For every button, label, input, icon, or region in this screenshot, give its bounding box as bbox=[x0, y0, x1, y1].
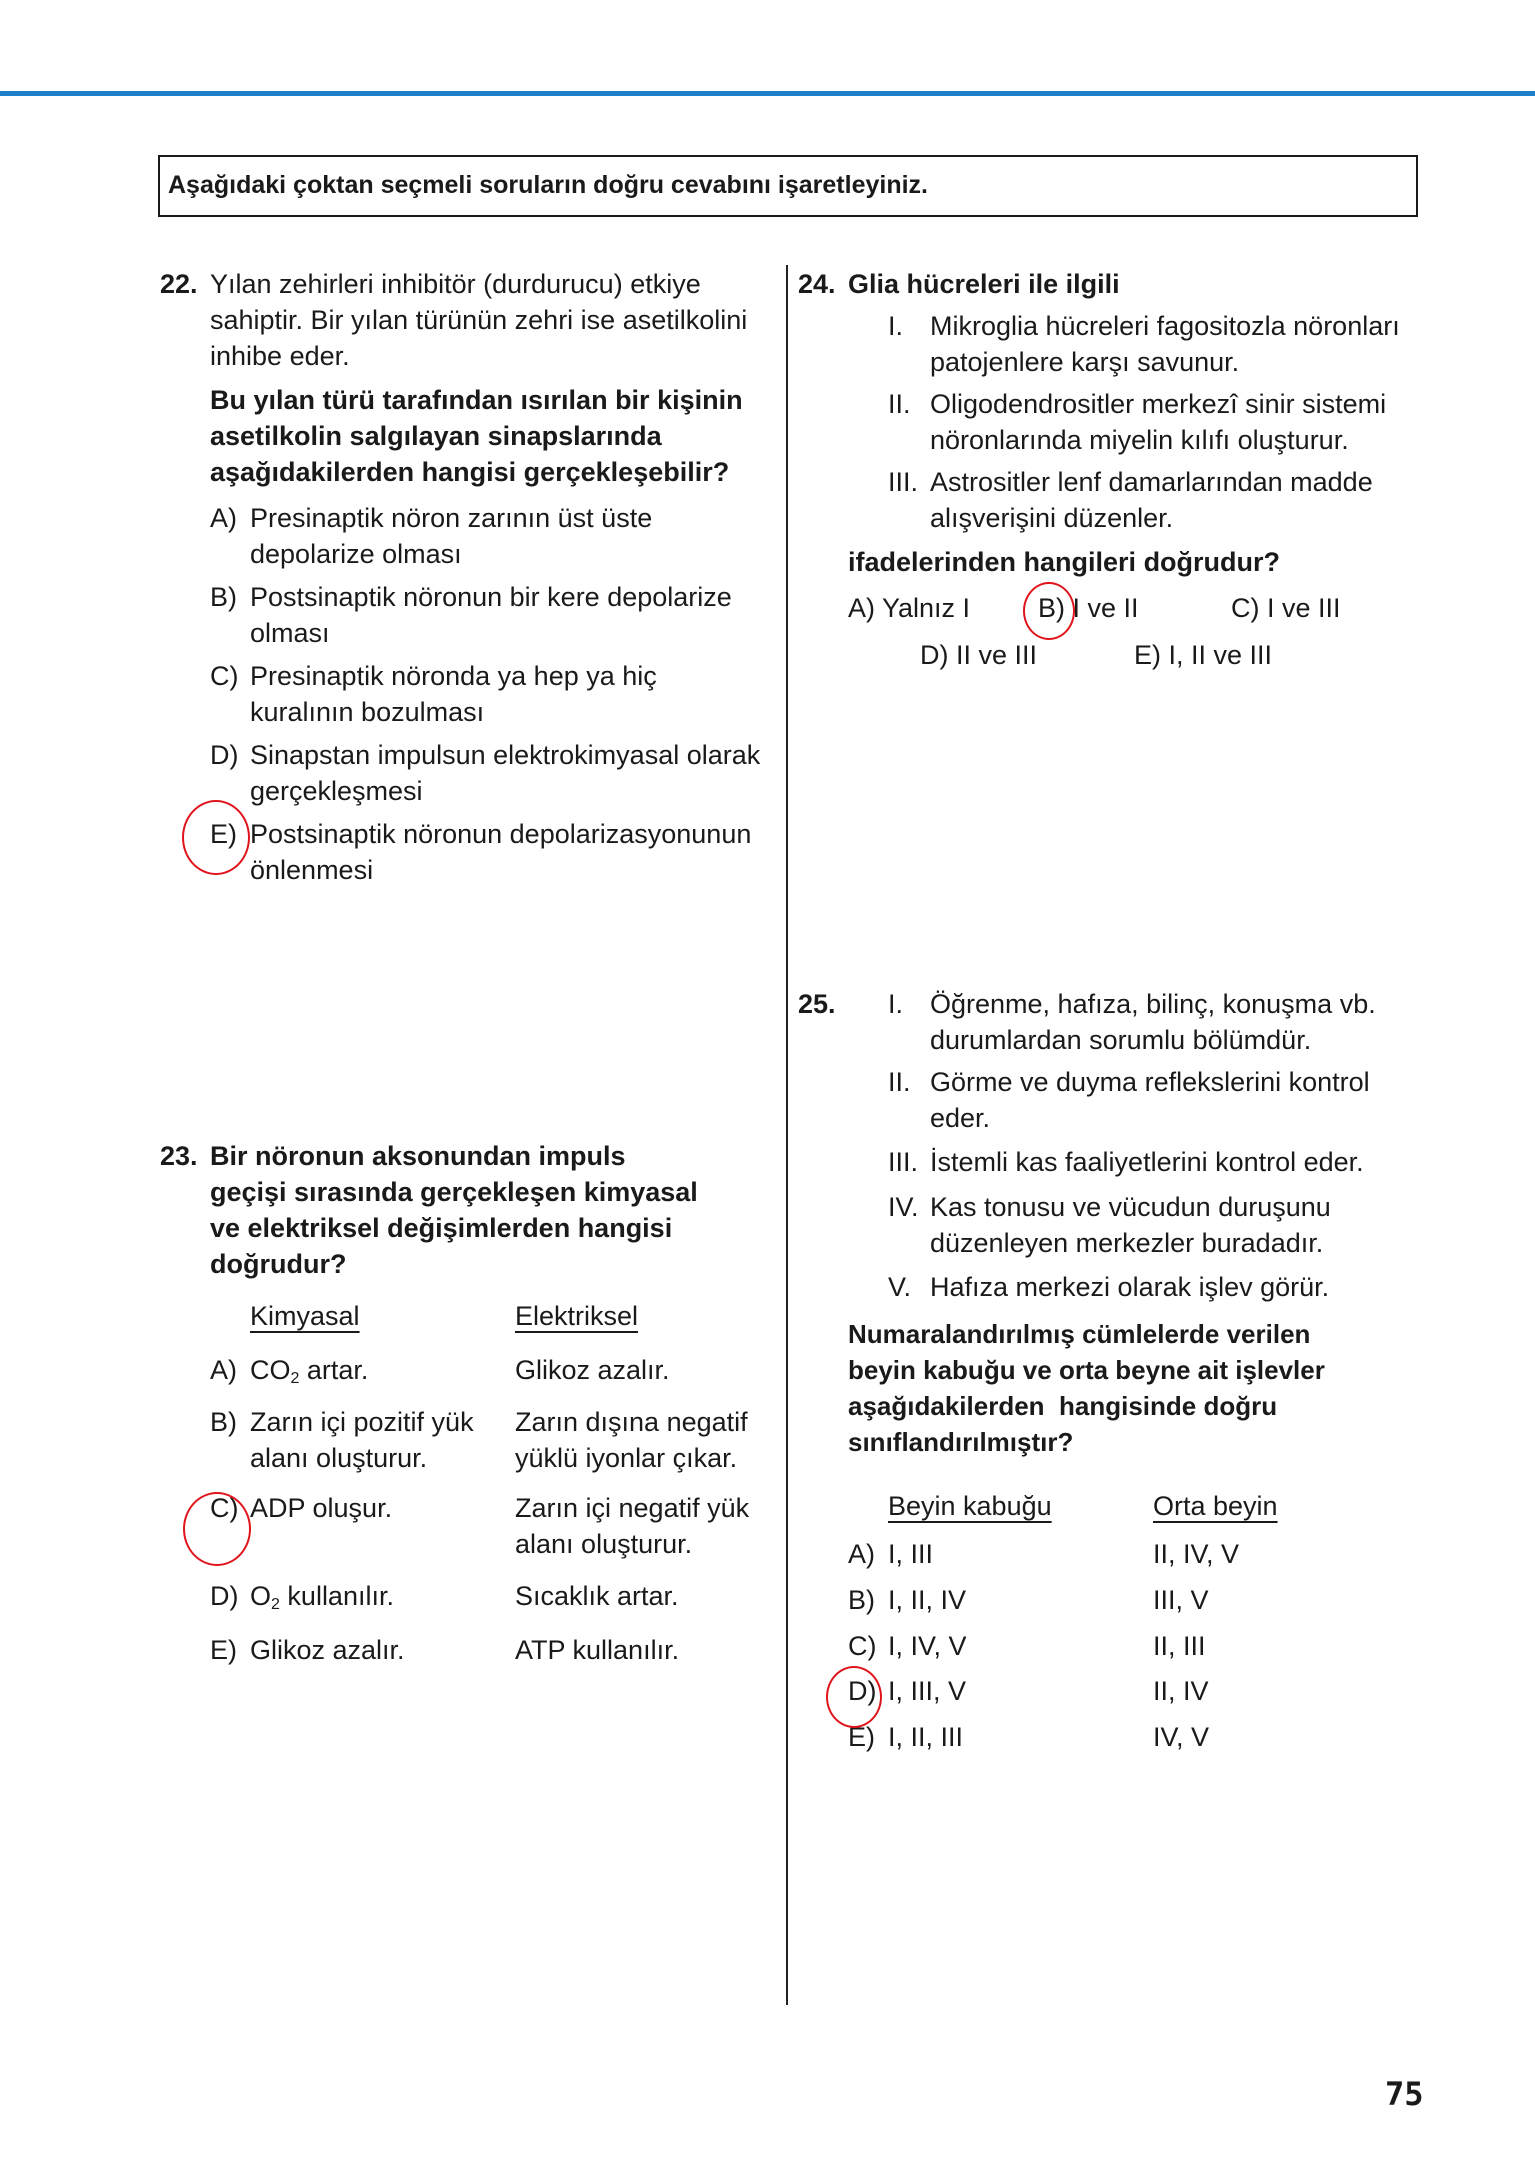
column-header-orta-beyin: Orta beyin bbox=[1153, 1491, 1278, 1521]
question-title: Glia hücreleri ile ilgili bbox=[848, 269, 1120, 299]
answer-circle-q24 bbox=[1023, 582, 1075, 640]
option-a[interactable]: A) I, III II, IV, V bbox=[848, 1539, 1240, 1569]
column-header-kimyasal: Kimyasal bbox=[250, 1301, 360, 1331]
question-prompt-line: aşağıdakilerden hangisi gerçekleşebilir? bbox=[210, 457, 730, 487]
top-blue-rule bbox=[0, 91, 1535, 96]
question-stem-line: sahiptir. Bir yılan türünün zehri ise asetilkolini bbox=[210, 305, 748, 335]
option-b[interactable]: B) Zarın içi pozitif yük alanı oluşturur. Zarın dışına negatif yüklü iyonlar çıkar. bbox=[210, 1407, 748, 1473]
question-prompt-line: sınıflandırılmıştır? bbox=[848, 1427, 1074, 1457]
page-number: 75 bbox=[1385, 2075, 1424, 2113]
question-number: 22. bbox=[160, 269, 198, 299]
option-b[interactable]: B) I, II, IV III, V bbox=[848, 1585, 1209, 1615]
option-d[interactable]: D) II ve III bbox=[920, 640, 1038, 670]
option-a[interactable]: A) $CO_2$ artar. Glikoz azalır. bbox=[210, 1355, 670, 1387]
option-d[interactable]: D) $O_2$ kullanılır. Sıcaklık artar. bbox=[210, 1581, 679, 1613]
option-c[interactable]: C) I, IV, V II, III bbox=[848, 1631, 1206, 1661]
question-prompt-line: geçişi sırasında gerçekleşen kimyasal bbox=[210, 1177, 698, 1207]
question-prompt-line: ve elektriksel değişimlerden hangisi bbox=[210, 1213, 673, 1243]
question-prompt-line: aşağıdakilerden hangisinde doğru bbox=[848, 1391, 1278, 1421]
question-prompt-line: doğrudur? bbox=[210, 1249, 347, 1279]
option-d[interactable]: D) Sinapstan impulsun elektrokimyasal olarak gerçekleşmesi bbox=[210, 740, 761, 806]
option-e[interactable]: E) I, II, III IV, V bbox=[848, 1722, 1210, 1752]
option-a[interactable]: A) Presinaptik nöron zarının üst üste depolarize olması bbox=[210, 503, 653, 569]
option-c[interactable]: C) I ve III bbox=[1231, 593, 1341, 623]
option-e[interactable]: E) Glikoz azalır. ATP kullanılır. bbox=[210, 1635, 680, 1665]
question-stem-line: inhibe eder. bbox=[210, 341, 350, 371]
question-prompt-line: asetilkolin salgılayan sinapslarında bbox=[210, 421, 662, 451]
answer-circle-q22 bbox=[182, 800, 250, 875]
answer-circle-q23 bbox=[183, 1492, 251, 1566]
question-prompt-line: Bir nöronun aksonundan impuls bbox=[210, 1141, 626, 1171]
option-c[interactable]: C) Presinaptik nöronda ya hep ya hiç kuralının bozulması bbox=[210, 661, 657, 727]
question-number: 25. bbox=[798, 989, 836, 1019]
column-header-elektriksel: Elektriksel bbox=[515, 1301, 639, 1331]
question-prompt-line: Numaralandırılmış cümlelerde verilen bbox=[848, 1319, 1311, 1349]
question-prompt-line: beyin kabuğu ve orta beyne ait işlevler bbox=[848, 1355, 1325, 1385]
question-number: 24. bbox=[798, 269, 836, 299]
question-stem-line: Yılan zehirleri inhibitör (durdurucu) etkiye bbox=[210, 269, 701, 299]
option-e[interactable]: E) Postsinaptik nöronun depolarizasyonunun önlenmesi bbox=[210, 819, 752, 885]
worksheet-page: Aşağıdaki çoktan seçmeli soruların doğru cevabını işaretleyiniz. 22. Yılan zehirleri inhibitör (durdurucu) etkiye sahiptir. Bir yılan türünün zehri ise asetilkolini inhibe eder. Bu yılan türü tarafından ısırılan bir kişinin asetilkolin salgılayan sinapslarında aşağıdakilerden hangisi gerçekleşebilir? A) Presinaptik nöron zarının üst üste depolarize olması B) Postsinaptik nöronun bir kere depolarize olması C) Presinaptik nöronda ya hep ya hiç kuralının bozulması D) Sinapstan impulsun elektrokimyasal olarak gerçekleşmesi E) Postsinaptik nöronun depolarizasyonunun önlenmesi 23. Bir nöronun aksonundan impuls geçişi sırasında gerçekleşen kimyasal ve elektriksel değişimlerden hangisi doğrudur? Kimyasal Elektriksel A) $CO_2$ artar. Glikoz azalır. B) Zarın içi pozitif yük alanı oluşturur. Zarın dışına negatif yüklü iyonlar çıkar. C) ADP oluşur. Zarın içi negatif yük alanı oluşturur. D) $O_2$ kullanılır. Sıcaklık artar. E) Glikoz azalır. ATP kullanılır. 24. Glia hücreleri ile ilgili I. Mikroglia hücreleri fagositozla nöronları patojenlere karşı savunur. II. Oligodendrositler merkezî sinir sistemi nöronlarında miyelin kılıfı oluşturur. III. Astrositler lenf damarlarından madde alışverişini düzenler. ifadelerinden hangileri doğrudur? A) Yalnız I B) I ve II C) I ve III D) II ve III E) I, II ve III 25. I. Öğrenme, hafıza, bilinç, konuşma vb. durumlardan sorumlu bölümdür. II. Görme ve duyma reflekslerini kontrol eder. III. İstemli kas faaliyetlerini kontrol eder. IV. Kas tonusu ve vücudun duruşunu düzenleyen merkezler buradadır. V. Hafıza merkezi olarak işlev görür. Numaralandırılmış cümlelerde verilen beyin kabuğu ve orta beyne ait işlevler aşağıdakilerden hangisinde doğru sınıflandırılmıştır? Beyin kabuğu Orta beyin A) I, III II, IV, V B) I, II, IV III, V C) I, IV, V II, III D) I, III, V II, IV E) I, II, III IV, V 75 bbox=[0, 0, 1535, 2165]
question-prompt: ifadelerinden hangileri doğrudur? bbox=[848, 547, 1281, 577]
column-header-beyin-kabugu: Beyin kabuğu bbox=[888, 1491, 1052, 1521]
question-prompt-line: Bu yılan türü tarafından ısırılan bir kişinin bbox=[210, 385, 743, 415]
option-e[interactable]: E) I, II ve III bbox=[1134, 640, 1273, 670]
instruction-box: Aşağıdaki çoktan seçmeli soruların doğru cevabını işaretleyiniz. bbox=[158, 155, 1418, 217]
option-c[interactable]: C) ADP oluşur. Zarın içi negatif yük alanı oluşturur. bbox=[210, 1493, 750, 1559]
option-b[interactable]: B) Postsinaptik nöronun bir kere depolarize olması bbox=[210, 582, 732, 648]
answer-circle-q25 bbox=[826, 1666, 882, 1728]
option-a[interactable]: A) Yalnız I bbox=[848, 593, 971, 623]
question-number: 23. bbox=[160, 1141, 198, 1171]
option-d[interactable]: D) I, III, V II, IV bbox=[848, 1676, 1209, 1706]
option-b[interactable]: B) I ve II bbox=[1038, 593, 1139, 623]
